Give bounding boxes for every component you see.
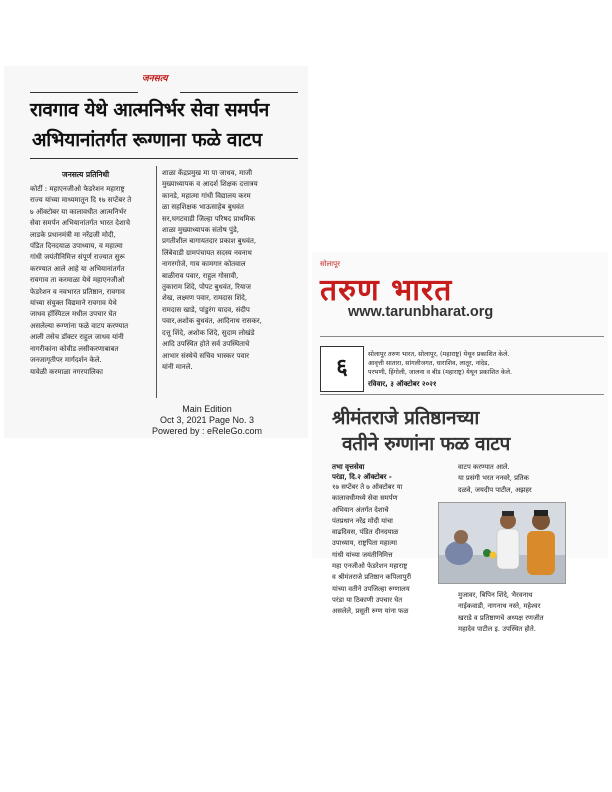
- imprint-line: परभणी, हिंगोली, जालना व बीड (महाराष्ट्र) येथून प्रकाशित केले.: [368, 369, 512, 376]
- text-line: लिंबेवाडी ग्रामपंचायत सदस्य नवनाथ: [162, 248, 252, 257]
- column-divider: [156, 166, 157, 398]
- divider: [30, 92, 138, 93]
- text-line: नागरीकांना कोवीड लसीकरणाबाबत: [30, 344, 119, 353]
- text-line: कानडे, महात्मा गांधी विद्यालय करम: [162, 191, 251, 200]
- article-column-2-bottom: [458, 590, 604, 635]
- dateline: परंडा, दि.२ ऑक्टोबर -: [332, 472, 392, 481]
- text-line: शाळा केंद्रप्रमुख मा पा जाधव, माजी: [162, 169, 253, 177]
- text-line: असलेल्या रूग्णांना फळे वाटप करण्यात: [30, 321, 129, 330]
- text-line: यावेळी करमाळा नगरपालिका: [30, 367, 103, 376]
- text-line: आभार संस्थेचे सचिव भास्कर पवार: [162, 351, 250, 360]
- article-column-2: [162, 168, 296, 373]
- text-line: यांच्या संयुक्त विद्यमाने रावगाव येथे: [30, 299, 117, 308]
- text-line: पंडित दिनदयाळ उपाध्याय, व महात्मा: [30, 242, 123, 251]
- text-line: पंतप्रधान नरेंद्र मोदी यांचा: [332, 516, 393, 525]
- text-line: बाळीराव पवार, राहुल गोसावी,: [162, 271, 239, 280]
- text-line: यांनी मानले.: [162, 362, 193, 371]
- text-line: १७ सप्टेंबर ते ७ ऑक्टोबर या: [332, 483, 403, 491]
- newspaper-clipping-jansatya: [4, 66, 308, 438]
- city-label: सोलापूर: [320, 260, 340, 268]
- article-column-1: [30, 184, 154, 378]
- event-photo: [438, 502, 566, 584]
- text-line: दत्तू शिंदे, अशोक शिंदे, सुदाम लोखंडे: [162, 328, 255, 337]
- headline-line-1: रावगाव येथे आत्मनिर्भर सेवा समर्पन: [30, 99, 270, 121]
- text-line: शाळा मुख्याध्यापक संतोष पुंडे,: [162, 226, 239, 235]
- text-line: सेवा समर्पन अभियानांतर्गत भारत देशाचे: [30, 219, 131, 228]
- issue-date: रविवार, ३ ऑक्टोबर २०२१: [368, 380, 437, 388]
- edition-date-page: Oct 3, 2021 Page No. 3: [159, 415, 255, 425]
- text-line: अभियान अंतर्गत देशाचे: [332, 505, 389, 514]
- page-number: ६: [336, 354, 348, 380]
- divider: [30, 158, 298, 159]
- text-line: नाईकवाडी, नागनाथ नस्ते, महेश्वर: [458, 602, 541, 611]
- text-line: यांच्या वतीने उपजिल्हा रुग्णालय: [332, 584, 410, 593]
- headline-line-2: अभियानांतर्गत रूग्णाना फळे वाटप: [32, 129, 262, 151]
- text-line: करण्यात आले आहे या अभियानांतर्गत: [30, 264, 125, 273]
- imprint-line: सोलापूर तरुण भारत, सोलापूर, (महाराष्ट्र) येथून प्रकाशित केले.: [368, 351, 510, 358]
- text-line: उपाध्याय, राष्ट्रपिता महात्मा: [332, 539, 397, 548]
- text-line: दळवे, जयदीप पाटील, अझहर: [458, 485, 532, 494]
- headline-line-2: वतीने रुग्णांना फळ वाटप: [342, 433, 510, 455]
- text-line: आदि उपस्थित होते सर्व उपस्थिताचे: [162, 340, 250, 349]
- text-line: जनजागृतीपर मार्गदर्शन केले.: [30, 356, 102, 365]
- text-line: प्रगतीशील बागायतदार प्रकाश बुधवंत,: [162, 237, 257, 246]
- text-line: नागरगोजे, गाव कामगार कोतवाल: [162, 260, 246, 269]
- text-line: जाधव हॉस्पिटल मधील उपचार घेत: [30, 310, 117, 319]
- divider: [180, 92, 298, 93]
- text-line: लाडके प्रधानमंत्री मा नरेंद्रजी मोदी,: [30, 230, 116, 239]
- text-line: रावगाव ता करमाळा येथे महाएनजीओ: [30, 276, 125, 285]
- text-line: वाटप करण्यात आले.: [458, 463, 510, 471]
- text-line: सर,घगटवाडी जिल्हा परिषद प्राथमिक: [162, 214, 255, 223]
- byline: जनसत्य प्रतिनिधी: [62, 170, 110, 179]
- text-line: गांधी यांच्या जयंतीनिमित्त: [332, 550, 393, 559]
- text-line: ७ ऑक्टोबर या कालावधीत आत्मनिर्भर: [30, 207, 127, 216]
- text-line: महा एनजीओ फेडरेशन महाराष्ट्र: [332, 562, 408, 571]
- text-line: फेडरेशन व नवभारत प्रतिष्ठान, रावगाव: [30, 287, 125, 296]
- text-line: कालावधीमध्ये सेवा समर्पण: [332, 494, 398, 503]
- text-line: या प्रसंगी भरत ननवरे, प्रतिक: [458, 474, 529, 483]
- imprint-line: आवृत्ती सातारा, सांगलीजगत, धाराशिव, लातूर, नांदेड,: [368, 360, 490, 367]
- byline: तभा वृत्तसेवा: [332, 462, 365, 471]
- article-column-2-top: [458, 462, 604, 496]
- text-line: वाढदिवस, पंडित दीनदयाळ: [332, 528, 399, 537]
- website-url: www.tarunbharat.org: [348, 304, 494, 320]
- edition-footer: [122, 404, 292, 437]
- text-line: शेख, लक्ष्मण पवार, रामदास शिंदे,: [162, 294, 248, 303]
- text-line: असलेले, प्रसूती रुग्ण यांना फळ: [332, 607, 409, 616]
- text-line: राज्य यांच्या माध्यमातून दि १७ सप्टेंबर ते: [30, 196, 132, 205]
- text-line: तुकाराम शिंदे, पोपट बुधवंत, रियाज: [162, 283, 251, 292]
- powered-by: Powered by : eReleGo.com: [151, 426, 263, 436]
- headline-line-1: श्रीमंतराजे प्रतिष्ठानच्या: [332, 407, 480, 429]
- text-line: ळा सहशिक्षक भाऊसाहेब बुधवंत: [162, 203, 244, 212]
- masthead-logo: तरुण भारत: [320, 273, 453, 308]
- edition-name: Main Edition: [182, 404, 232, 414]
- photo-illustration: [439, 503, 565, 583]
- text-line: कोर्टी : महाएनजीओ फेडरेशन महाराष्ट्र: [30, 185, 125, 193]
- text-line: गांधी जयंतीनिमित्त संपूर्ण राज्यात सुरू: [30, 253, 125, 262]
- text-line: महादेव पाटील इ. उपस्थित होते.: [458, 624, 536, 633]
- masthead: जनसत्य: [142, 74, 168, 84]
- text-line: आली तसेच डॉक्टर राहुल जाधव यांनी: [30, 333, 124, 342]
- article-body-tarun-bharat: [312, 252, 608, 792]
- text-line: पवार,अशोक बुधवंत, आदिनाथ रासकर,: [162, 317, 262, 326]
- text-line: व श्रीमंतराजे प्रतिष्ठान कपिलापुरी: [332, 573, 412, 582]
- article-column-1: [332, 482, 450, 618]
- text-line: मुख्याध्यापक व आदर्श शिक्षक दत्तात्रय: [162, 180, 258, 189]
- text-line: खराडे व प्रतिष्ठाणचे अध्यक्ष रणजीत: [458, 613, 544, 622]
- text-line: मुजावर, बिपिन शिंदे, भैरवनाथ: [458, 591, 533, 599]
- text-line: परंडा या ठिकाणी उपचार घेत: [332, 595, 403, 604]
- text-line: रामदास खाडे, पांडुरंग यादव, संदीप: [162, 305, 250, 314]
